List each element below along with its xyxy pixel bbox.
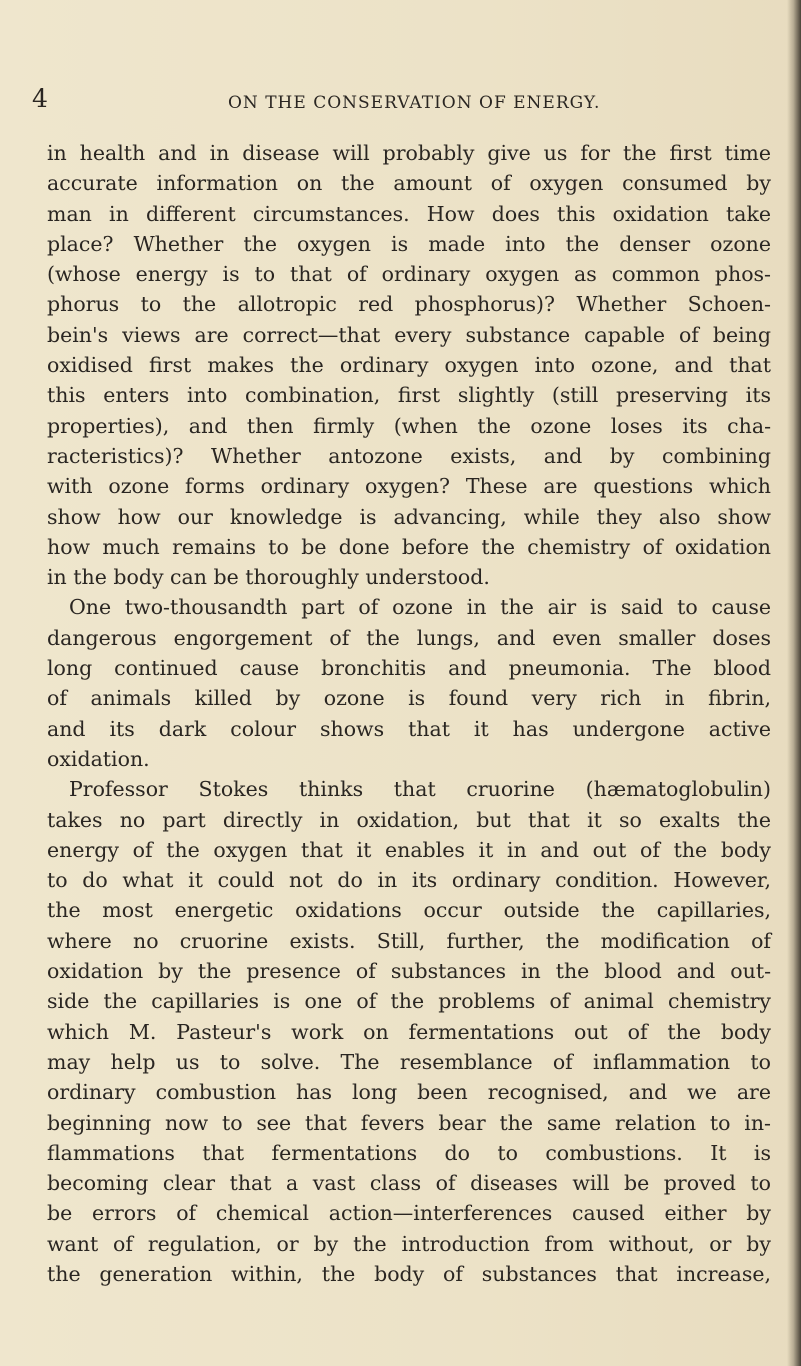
text-line: energy of the oxygen that it enables it in and out of the body <box>47 837 771 862</box>
text-line: show how our knowledge is advancing, while they also show <box>47 504 771 529</box>
text-line: long continued cause bronchitis and pneumonia. The blood <box>47 656 771 681</box>
text-line: where no cruorine exists. Still, further, the modification of <box>47 928 771 953</box>
text-line: One two-thousandth part of ozone in the air is said to cause <box>69 595 771 620</box>
text-line: phorus to the allotropic red phosphorus)? Whether Schoen- <box>47 292 771 317</box>
text-line: this enters into combination, first slightly (still preserving its <box>47 383 771 408</box>
text-line: oxidation by the presence of substances in the blood and out- <box>47 959 771 984</box>
text-line: of animals killed by ozone is found very rich in fibrin, <box>47 686 771 711</box>
text-line: beginning now to see that fevers bear the same relation to in- <box>47 1110 771 1135</box>
text-line: to do what it could not do in its ordinary condition. However, <box>47 868 771 893</box>
text-line: racteristics)? Whether antozone exists, and by combining <box>47 443 771 468</box>
text-line: becoming clear that a vast class of diseases will be proved to <box>47 1171 771 1196</box>
text-line: Professor Stokes thinks that cruorine (hæmatoglobulin) <box>69 777 771 802</box>
text-line: be errors of chemical action—interferences caused either by <box>47 1201 771 1226</box>
text-line: oxidised first makes the ordinary oxygen into ozone, and that <box>47 353 771 378</box>
text-line: (whose energy is to that of ordinary oxygen as common phos- <box>47 262 771 287</box>
text-line: the generation within, the body of substances that increase, <box>47 1261 771 1286</box>
text-line: in health and in disease will probably give us for the first time <box>47 141 771 165</box>
text-line: may help us to solve. The resemblance of inflammation to <box>47 1049 771 1074</box>
text-line: want of regulation, or by the introduction from without, or by <box>47 1231 771 1256</box>
text-line: side the capillaries is one of the problems of animal chemistry <box>47 989 771 1014</box>
text-line: how much remains to be done before the chemistry of oxidation <box>47 534 771 559</box>
text-line: properties), and then firmly (when the ozone loses its cha- <box>47 413 771 438</box>
page-number: 4 <box>32 84 48 113</box>
text-line: which M. Pasteur's work on fermentations out of the body <box>47 1019 771 1044</box>
text-line: with ozone forms ordinary oxygen? These are questions which <box>47 474 771 499</box>
text-line: ordinary combustion has long been recognised, and we are <box>47 1080 771 1105</box>
body-text <box>47 138 771 1289</box>
page-edge-shadow <box>787 0 801 1366</box>
text-line: dangerous engorgement of the lungs, and even smaller doses <box>47 625 771 650</box>
text-line: and its dark colour shows that it has undergone active <box>47 716 771 741</box>
text-line: flammations that fermentations do to combustions. It is <box>47 1140 771 1165</box>
text-line: accurate information on the amount of oxygen consumed by <box>47 171 771 196</box>
text-line: oxidation. <box>47 746 150 771</box>
text-line: place? Whether the oxygen is made into the denser ozone <box>47 231 771 256</box>
running-head: ON THE CONSERVATION OF ENERGY. <box>228 93 601 113</box>
text-line: bein's views are correct—that every substance capable of being <box>47 322 771 347</box>
text-line: takes no part directly in oxidation, but that it so exalts the <box>47 807 771 832</box>
text-line: in the body can be thoroughly understood. <box>47 565 490 590</box>
text-line: the most energetic oxidations occur outside the capillaries, <box>47 898 771 923</box>
text-line: man in different circumstances. How does this oxidation take <box>47 201 771 226</box>
